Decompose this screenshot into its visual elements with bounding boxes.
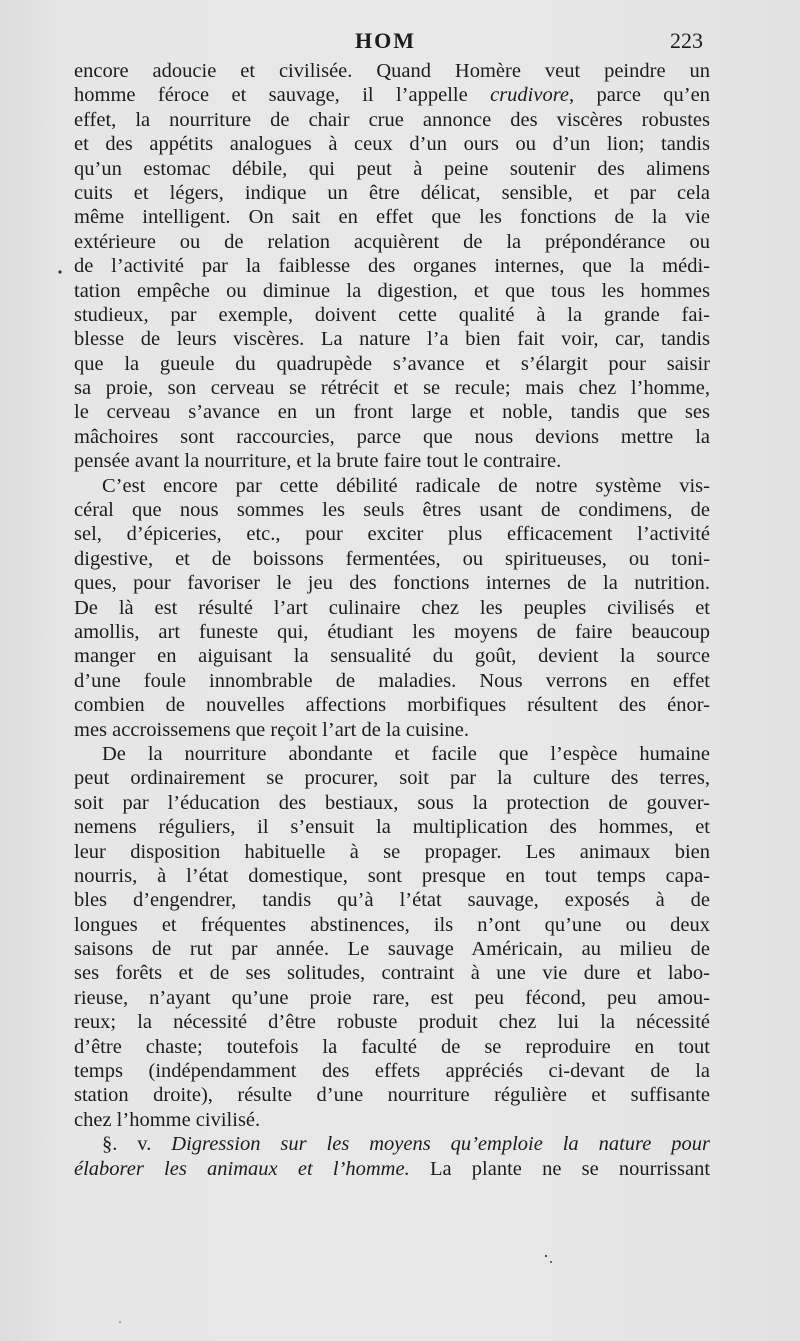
text-line: blesse de leurs viscères. La nature l’a bien fait voir, car, tandis bbox=[74, 328, 710, 351]
text-line: le cerveau s’avance en un front large et noble, tandis que ses bbox=[74, 401, 710, 424]
text-line: chez l’homme civilisé. bbox=[74, 1108, 261, 1131]
paragraph bbox=[74, 59, 710, 474]
text-line: que la gueule du quadrupède s’avance et s’élargit pour saisir bbox=[74, 352, 710, 375]
text-line: cuits et légers, indique un être délicat, sensible, et par cela bbox=[74, 181, 710, 204]
text-line: longues et fréquentes abstinences, ils n’ont qu’une ou deux bbox=[74, 913, 710, 936]
text-line: mâchoires sont raccourcies, parce que nous devions mettre la bbox=[74, 425, 710, 448]
text-line: C’est encore par cette débilité radicale de notre système vis- bbox=[102, 474, 710, 497]
text-line: combien de nouvelles affections morbifiques résultent des énor- bbox=[74, 694, 710, 717]
text-line: ques, pour favoriser le jeu des fonctions internes de la nutrition. bbox=[74, 572, 710, 595]
text-line: tation empêche ou diminue la digestion, et que tous les hommes bbox=[74, 279, 710, 302]
text-line: bles d’engendrer, tandis qu’à l’état sauvage, exposés à de bbox=[74, 889, 710, 912]
text-line: encore adoucie et civilisée. Quand Homère veut peindre un bbox=[74, 60, 710, 82]
section-title: Digression sur les moyens qu’emploie la nature pour bbox=[171, 1133, 710, 1156]
section-heading-line bbox=[74, 1132, 710, 1156]
text-line: manger en aiguisant la sensualité du goût, devient la source bbox=[74, 645, 710, 668]
paragraph bbox=[74, 474, 710, 742]
text-line: De la nourriture abondante et facile que l’espèce humaine bbox=[102, 742, 710, 765]
text-line: soit par l’éducation des bestiaux, sous la protection de gouver- bbox=[74, 791, 710, 814]
page-number: 223 bbox=[670, 28, 703, 53]
section-heading-line bbox=[74, 1157, 710, 1181]
text-line: pensée avant la nourriture, et la brute faire tout le contraire. bbox=[74, 450, 562, 473]
text-line: studieux, par exemple, doivent cette qualité à la grande fai- bbox=[74, 303, 710, 326]
text-line: extérieure ou de relation acquièrent de la prépondérance ou bbox=[74, 230, 710, 253]
text-line: leur disposition habituelle à se propager. Les animaux bien bbox=[74, 840, 710, 863]
text-line: céral que nous sommes les seuls êtres usant de condimens, de bbox=[74, 499, 710, 522]
text-line: De là est résulté l’art culinaire chez les peuples civilisés et bbox=[74, 596, 710, 619]
text-line: d’être chaste; toutefois la faculté de se reproduire en tout bbox=[74, 1035, 710, 1058]
text-line: saisons de rut par année. Le sauvage Américain, au milieu de bbox=[74, 938, 710, 961]
body-text bbox=[74, 59, 710, 1181]
text-line: qu’un estomac débile, qui peut à peine soutenir des alimens bbox=[74, 157, 710, 180]
text-line: effet, la nourriture de chair crue annonce des viscères robustes bbox=[74, 108, 710, 131]
text-line: et des appétits analogues à ceux d’un ours ou d’un lion; tandis bbox=[74, 133, 710, 156]
text-line: station droite), résulte d’une nourriture régulière et suffisante bbox=[74, 1084, 710, 1107]
text-line: d’une foule innombrable de maladies. Nous verrons en effet bbox=[74, 669, 710, 692]
section-title-continued: élaborer les animaux et l’homme. bbox=[74, 1157, 410, 1180]
text-line: nemens réguliers, il s’ensuit la multiplication des hommes, et bbox=[74, 816, 710, 839]
text-line: peut ordinairement se procurer, soit par la culture des terres, bbox=[74, 767, 710, 790]
text-line: nourris, à l’état domestique, sont presque en tout temps capa- bbox=[74, 864, 710, 887]
text-line: sel, d’épiceries, etc., pour exciter plus efficacement l’activité bbox=[74, 523, 710, 546]
text-line: reux; la nécessité d’être robuste produit chez lui la nécessité bbox=[74, 1011, 710, 1034]
text-line: homme féroce et sauvage, il l’appelle crudivore, parce qu’en bbox=[74, 84, 710, 107]
text-line: sa proie, son cerveau se rétrécit et se recule; mais chez l’homme, bbox=[74, 377, 710, 400]
paragraph bbox=[74, 742, 710, 1132]
section-paragraph bbox=[74, 1132, 710, 1181]
text-line: digestive, et de boissons fermentées, ou spiritueuses, ou toni- bbox=[74, 547, 710, 570]
text-line: amollis, art funeste qui, étudiant les moyens de faire beaucoup bbox=[74, 620, 710, 643]
section-text: La plante ne se nourrissant bbox=[429, 1157, 710, 1180]
text-line: rieuse, n’ayant qu’une proie rare, est peu fécond, peu amou- bbox=[74, 986, 710, 1009]
section-number: §. v. bbox=[102, 1133, 152, 1156]
text-line: temps (indépendamment des effets appréciés ci-devant de la bbox=[74, 1060, 710, 1083]
italic-word: crudivore bbox=[490, 84, 570, 107]
text-line: de l’activité par la faiblesse des organes internes, que la médi- bbox=[74, 255, 710, 278]
text-line: même intelligent. On sait en effet que les fonctions de la vie bbox=[74, 206, 710, 229]
running-head bbox=[0, 28, 800, 58]
text-line: ses forêts et de ses solitudes, contraint à une vie dure et labo- bbox=[74, 962, 710, 985]
text-line: mes accroissemens que reçoit l’art de la cuisine. bbox=[74, 718, 470, 741]
running-head-title: HOM bbox=[355, 28, 416, 53]
